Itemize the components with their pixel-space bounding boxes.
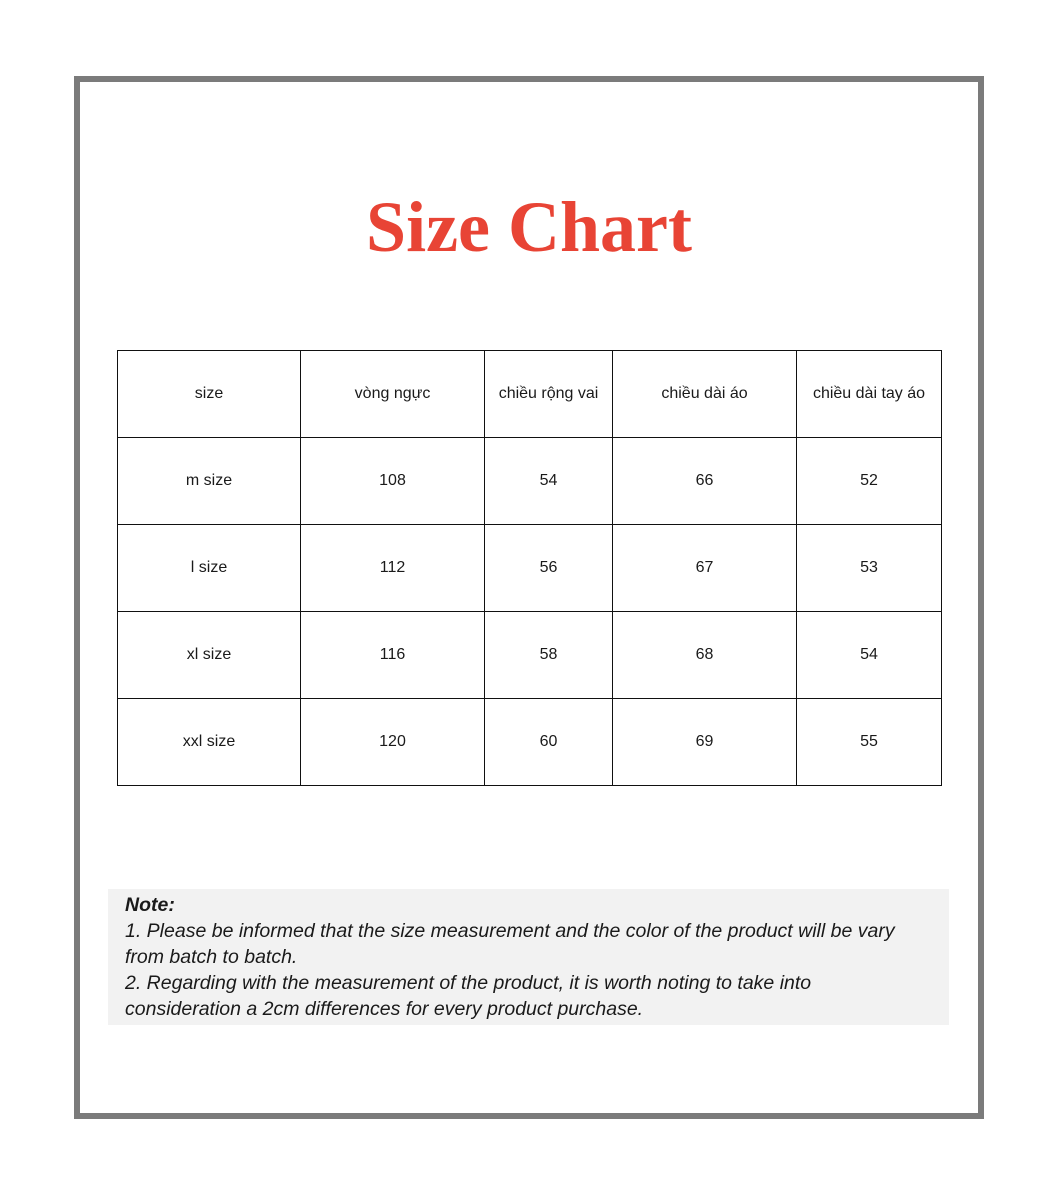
- table-row: [118, 525, 942, 612]
- table-cell: 66: [613, 438, 797, 525]
- header-shoulder-width: chiều rộng vai: [485, 351, 613, 438]
- header-chest: vòng ngực: [301, 351, 485, 438]
- table-cell: 55: [797, 699, 942, 786]
- table-cell: 68: [613, 612, 797, 699]
- size-chart-frame: [74, 76, 984, 1119]
- note-line-1: 1. Please be informed that the size measurement and the color of the product will be vary from batch to batch.: [125, 920, 895, 968]
- table-cell: l size: [118, 525, 301, 612]
- table-row: [118, 438, 942, 525]
- table-cell: xl size: [118, 612, 301, 699]
- note-line-2: 2. Regarding with the measurement of the product, it is worth noting to take into consideration a 2cm differences for every product purchase.: [125, 972, 812, 1020]
- table-row: [118, 699, 942, 786]
- table-cell: 56: [485, 525, 613, 612]
- table-cell: xxl size: [118, 699, 301, 786]
- page-title: Size Chart: [366, 187, 692, 267]
- table-cell: 54: [485, 438, 613, 525]
- table-header-row: [118, 351, 942, 438]
- table-cell: 53: [797, 525, 942, 612]
- table-row: [118, 612, 942, 699]
- table-cell: 120: [301, 699, 485, 786]
- table-cell: 69: [613, 699, 797, 786]
- size-table: [117, 350, 942, 786]
- header-shirt-length: chiều dài áo: [613, 351, 797, 438]
- table-cell: 58: [485, 612, 613, 699]
- table-cell: 116: [301, 612, 485, 699]
- note-box: [108, 889, 949, 1025]
- table-cell: m size: [118, 438, 301, 525]
- table-cell: 112: [301, 525, 485, 612]
- note-heading: Note:: [125, 894, 175, 916]
- table-cell: 67: [613, 525, 797, 612]
- table-cell: 108: [301, 438, 485, 525]
- header-sleeve-length: chiều dài tay áo: [797, 351, 942, 438]
- table-cell: 60: [485, 699, 613, 786]
- header-size: size: [118, 351, 301, 438]
- table-cell: 54: [797, 612, 942, 699]
- table-cell: 52: [797, 438, 942, 525]
